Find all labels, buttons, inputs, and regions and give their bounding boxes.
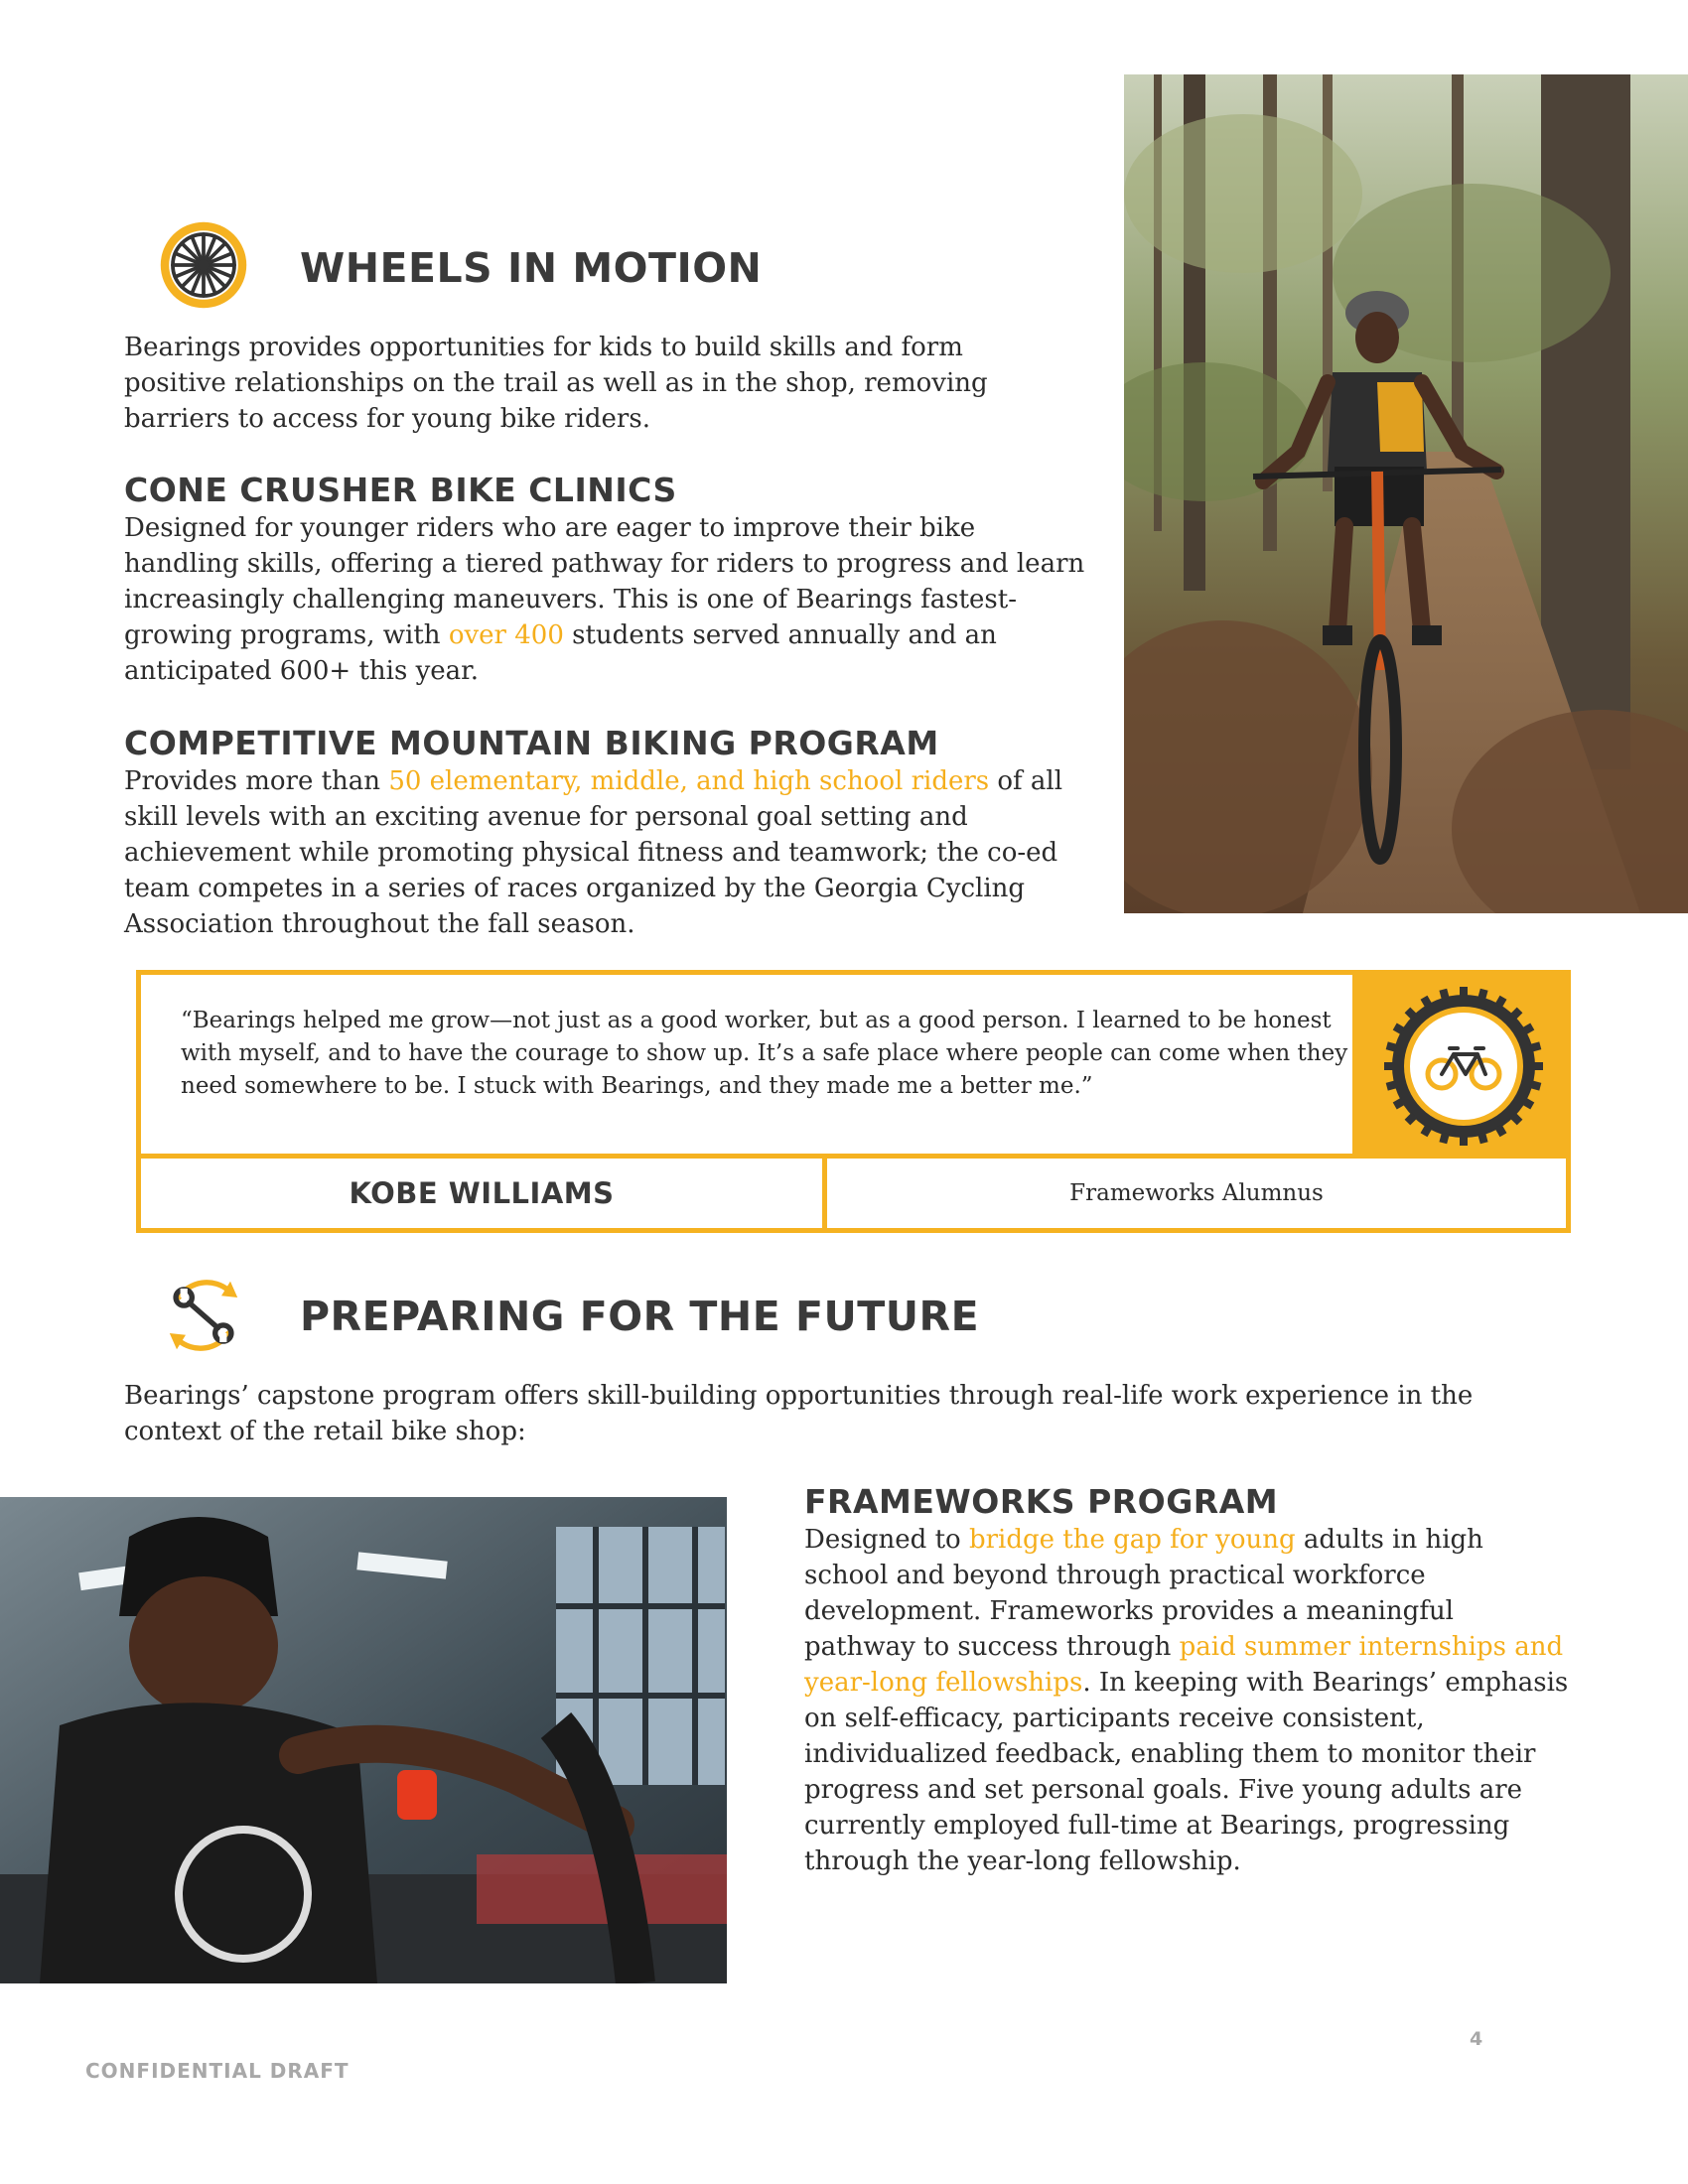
- text-segment: of all skill levels with an exciting avenue for personal goal setting and achievement while promoting physical fitness and teamwork; the co-ed team competes in a series of races organized by the Georgia Cycling Association throughout the fall season.: [124, 766, 1063, 939]
- section-intro-wheels-in-motion: Bearings provides opportunities for kids to build skills and form positive relationships on the trail as well as in the shop, removing barriers to access for young bike riders.: [124, 333, 988, 434]
- subheading-cone-crusher: CONE CRUSHER BIKE CLINICS: [124, 471, 677, 509]
- highlight-over-400: over 400: [448, 620, 564, 650]
- paragraph-competitive-mtb: [124, 763, 1102, 942]
- quote-icon-band: [1352, 975, 1566, 1154]
- testimonial-quote: “Bearings helped me grow—not just as a good worker, but as a good person. I learned to be honest with myself, and to have the courage to show up. It’s a safe place where people can come when they need somewhere to be. I stuck with Bearings, and they made me a better me.”: [181, 1008, 1348, 1099]
- text-segment: students served annually and an anticipated 600+ this year.: [124, 620, 997, 686]
- quote-author-name: KOBE WILLIAMS: [349, 1176, 615, 1210]
- highlight-bridge-gap: bridge the gap for young: [968, 1525, 1296, 1555]
- text-segment: Designed to: [804, 1525, 969, 1555]
- bike-wheel-icon: [157, 218, 250, 312]
- section-title-wheels-in-motion: WHEELS IN MOTION: [300, 244, 763, 292]
- text-segment: . In keeping with Bearings’ emphasis on self-efficacy, participants receive consistent, individualized feedback, enabling them to monitor their progress and set personal goals. Five young adults are currently employed full-time at Bearings, progressing through the year-long fellowship.: [804, 1668, 1569, 1876]
- footer-confidential-label: CONFIDENTIAL DRAFT: [85, 2059, 350, 2083]
- wheel-icon-badge: [157, 218, 250, 312]
- quote-author-role: Frameworks Alumnus: [1069, 1180, 1324, 1206]
- photo-mountain-biker: [1124, 74, 1688, 913]
- text-segment: Provides more than: [124, 766, 389, 796]
- paragraph-cone-crusher: [124, 510, 1097, 689]
- highlight-riders: 50 elementary, middle, and high school riders: [388, 766, 990, 796]
- highlight-internships: paid summer internships and year-long fellowships: [804, 1632, 1564, 1698]
- subheading-competitive-mtb: COMPETITIVE MOUNTAIN BIKING PROGRAM: [124, 724, 939, 762]
- section-title-preparing-future: PREPARING FOR THE FUTURE: [300, 1293, 980, 1340]
- subheading-frameworks: FRAMEWORKS PROGRAM: [804, 1482, 1279, 1521]
- wrench-icon-badge: [159, 1271, 248, 1360]
- photo-bike-shop-worker: [0, 1497, 727, 1983]
- paragraph-frameworks: [804, 1522, 1569, 1879]
- page-number: 4: [1470, 2028, 1483, 2050]
- quote-box: [136, 970, 1571, 1233]
- section-intro-preparing-future: Bearings’ capstone program offers skill-building opportunities through real-life work experience in the context of the retail bike shop:: [124, 1381, 1474, 1446]
- text-segment: adults in high school and beyond through practical workforce development. Frameworks provides a meaningful pathway to success through: [804, 1525, 1483, 1662]
- bicycle-gear-icon: [1352, 975, 1566, 1154]
- text-segment: Designed for younger riders who are eager to improve their bike handling skills, offering a tiered pathway for riders to progress and learn increasingly challenging maneuvers. This is one of Bearings fastest-growing programs, with: [124, 513, 1085, 650]
- wrench-cycle-icon: [159, 1271, 248, 1360]
